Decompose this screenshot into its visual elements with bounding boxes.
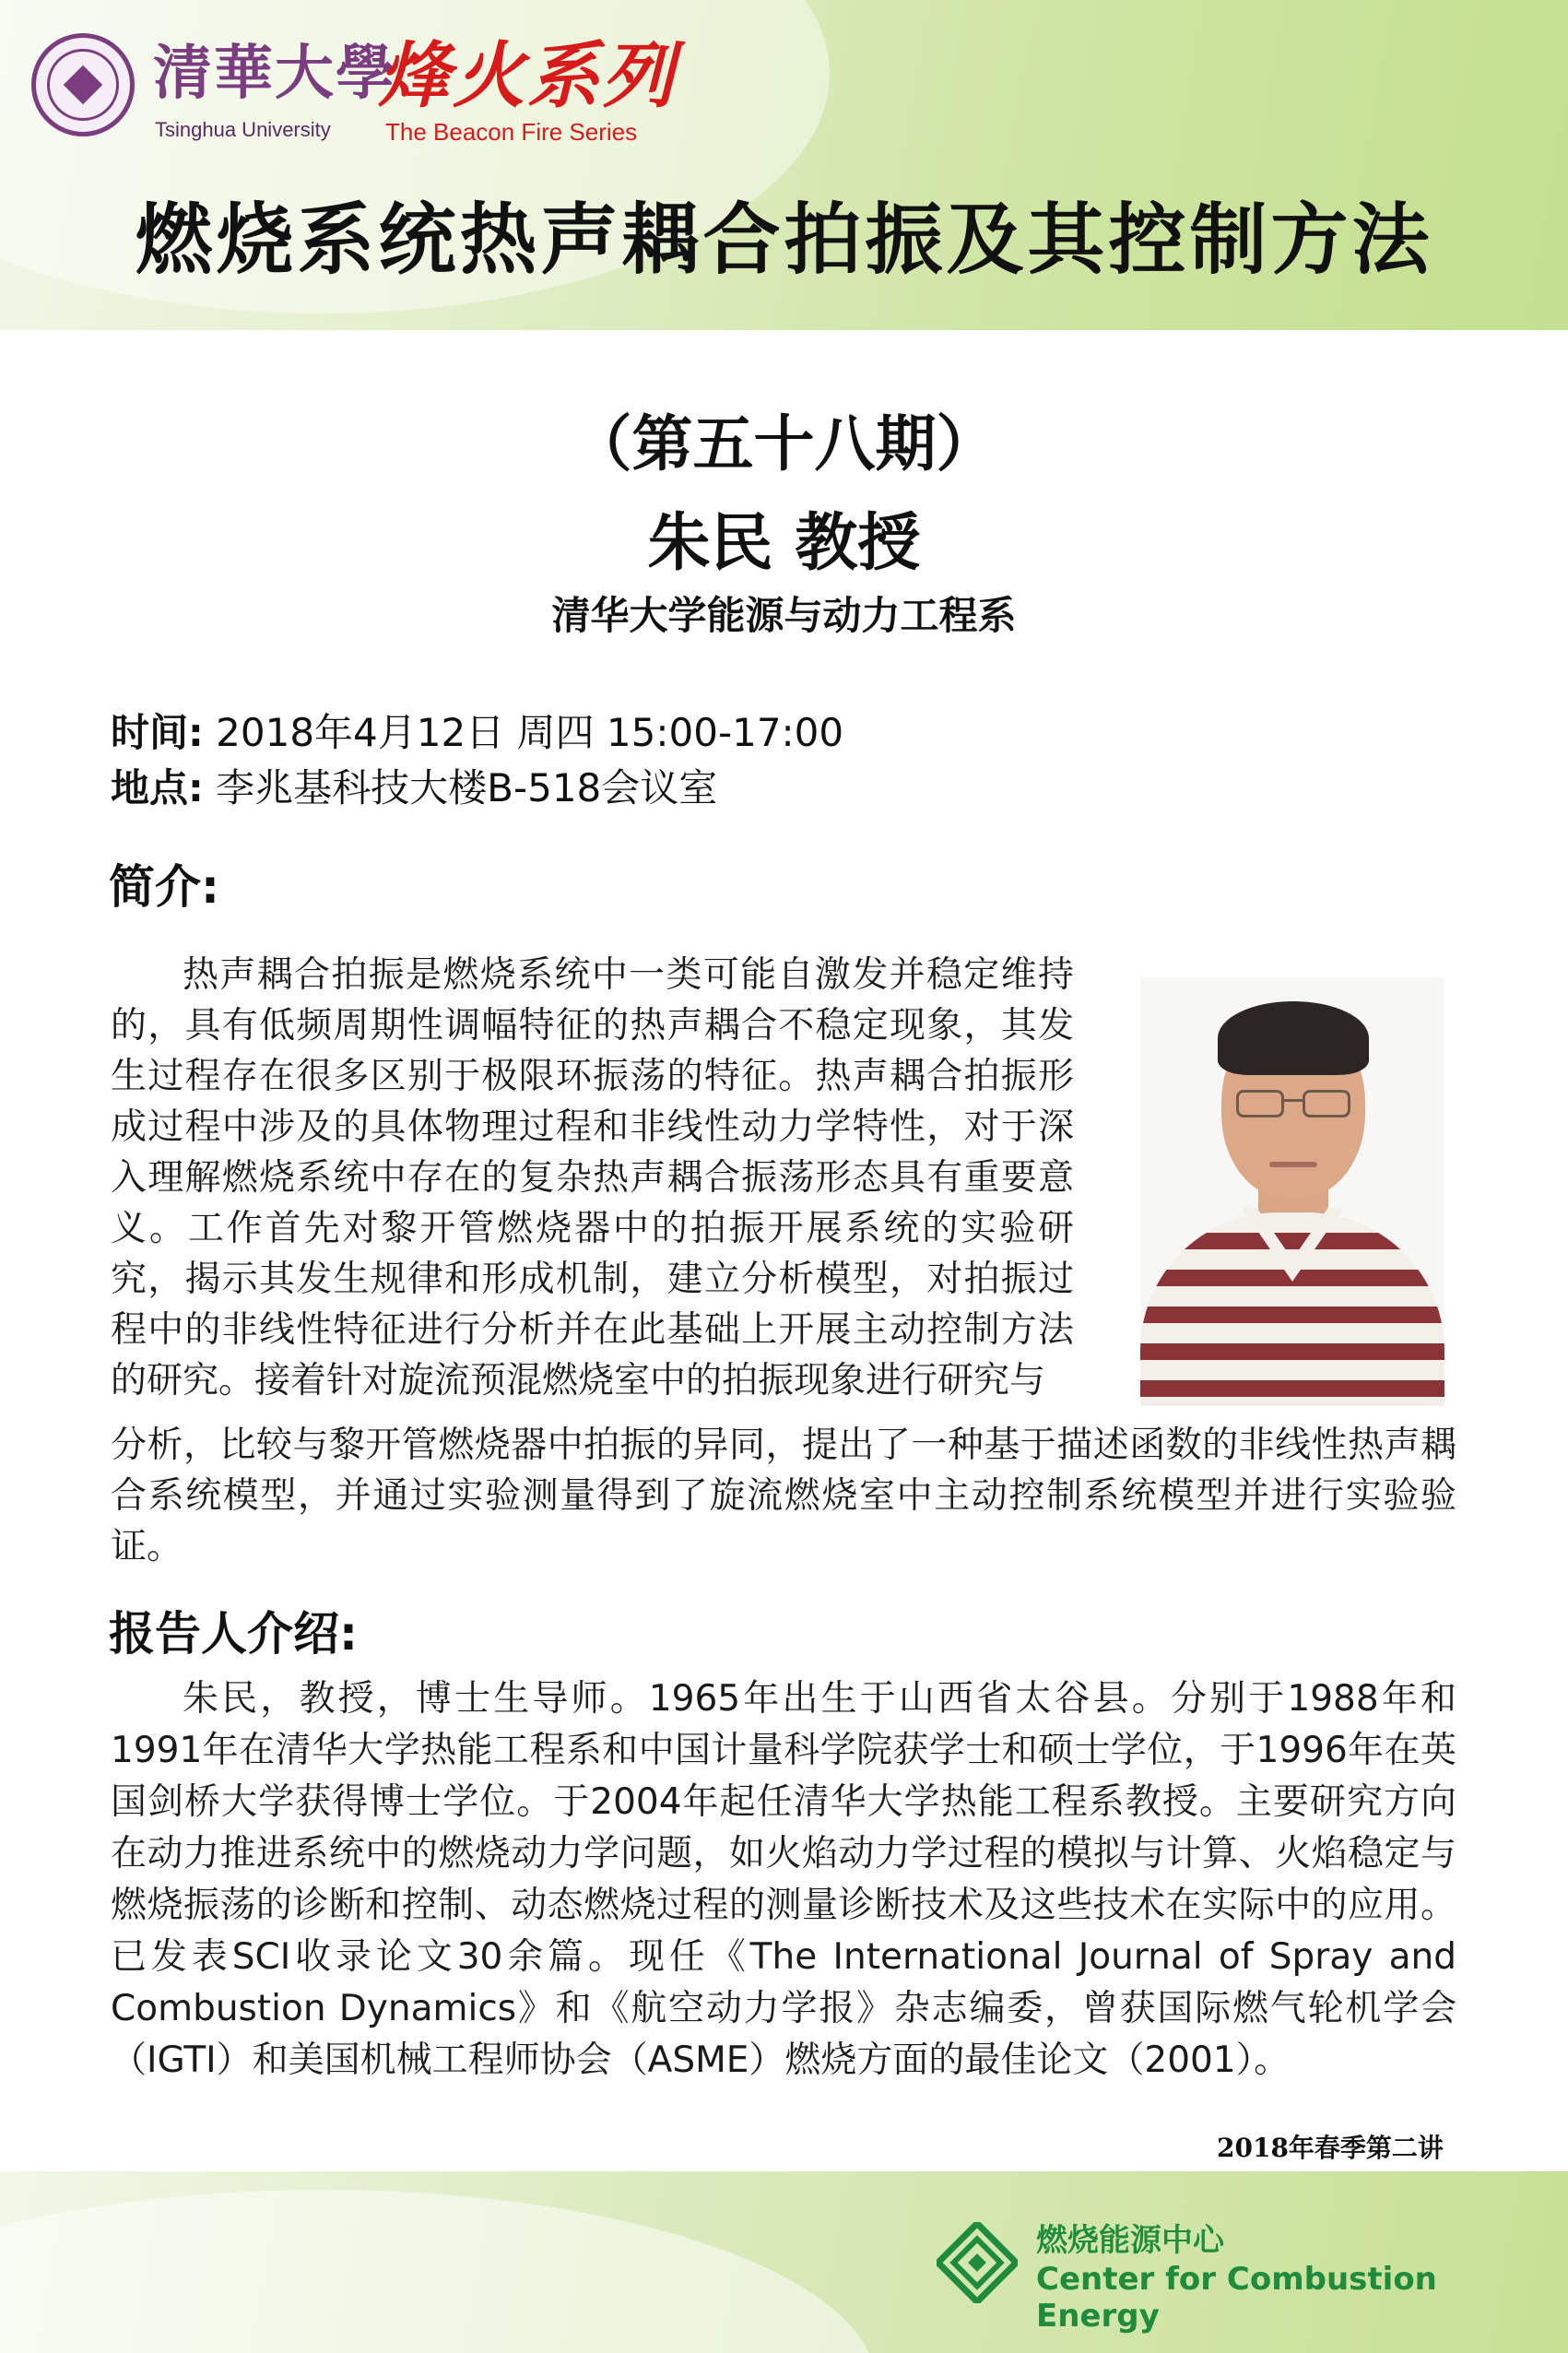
- center-name-cn: 燃烧能源中心: [1036, 2222, 1224, 2259]
- bio-paragraph: 朱民，教授，博士生导师。1965年出生于山西省太谷县。分别于1988年和1991年在清华大学热能工程系和中国计量科学院获学士和硕士学位，于1996年在英国剑桥大学获得博士学位。于2004年起任清华大学热能工程系教授。主要研究方向在动力推进系统中的燃烧动力学问题，如火焰动力学过程的模拟与计算、火焰稳定与燃烧振荡的诊断和控制、动态燃烧过程的测量诊断技术及这些技术在实际中的应用。已发表SCI收录论文30余篇。现任《The International Journal of Spray and Combustion Dynamics》和《航空动力学报》杂志编委，曾获国际燃气轮机学会（IGTI）和美国机械工程师协会（ASME）燃烧方面的最佳论文（2001）。: [111, 1678, 1456, 2081]
- bio-heading: 报告人介绍:: [109, 1607, 358, 1661]
- season-label: 2018年春季第二讲: [1217, 2133, 1444, 2163]
- speaker-photo: [1140, 977, 1444, 1406]
- intro-paragraph: 热声耦合拍振是燃烧系统中一类可能自激发并稳定维持的，具有低频周期性调幅特征的热声耦合不稳定现象，其发生过程存在很多区别于极限环振荡的特征。热声耦合拍振形成过程中涉及的具体物理过程和非线性动力学特性，对于深入理解燃烧系统中存在的复杂热声耦合振荡形态具有重要意义。工作首先对黎开管燃烧器中的拍振开展系统的实验研究，揭示其发生规律和形成机制，建立分析模型，对拍振过程中的非线性特征进行分析并在此基础上开展主动控制方法的研究。接着针对旋流预混燃烧室中的拍振现象进行研究与: [111, 954, 1074, 1401]
- place-row: [111, 761, 717, 816]
- time-row: [111, 705, 843, 761]
- intro-paragraph-continued: 分析，比较与黎开管燃烧器中拍振的异同，提出了一种基于描述函数的非线性热声耦合系统模型，并通过实验测量得到了旋流燃烧室中主动控制系统模型并进行实验验证。: [111, 1425, 1456, 1567]
- intro-heading: 简介:: [109, 860, 219, 914]
- beacon-series-logo-text: 烽火系列: [378, 35, 678, 118]
- tsinghua-english-name: Tsinghua University: [155, 118, 331, 141]
- combustion-center-logo-icon: [937, 2222, 1018, 2303]
- place-label: 地点:: [111, 765, 204, 810]
- beacon-series-english-name: The Beacon Fire Series: [385, 118, 638, 146]
- time-label: 时间:: [111, 710, 204, 755]
- tsinghua-logo-text: 清華大學: [153, 39, 396, 108]
- speaker-department: 清华大学能源与动力工程系: [551, 593, 1017, 638]
- place-value: 李兆基科技大楼B-518会议室: [203, 765, 718, 810]
- footer-swoosh: [0, 2190, 876, 2353]
- time-value: 2018年4月12日 周四 15:00-17:00: [203, 710, 844, 755]
- lecture-title: 燃烧系统热声耦合拍振及其控制方法: [135, 195, 1433, 285]
- center-name-en: Center for Combustion Energy: [1036, 2261, 1437, 2335]
- tsinghua-seal-icon: [31, 33, 135, 136]
- speaker-name: 朱民 教授: [647, 507, 921, 580]
- issue-number: （第五十八期）: [571, 408, 997, 479]
